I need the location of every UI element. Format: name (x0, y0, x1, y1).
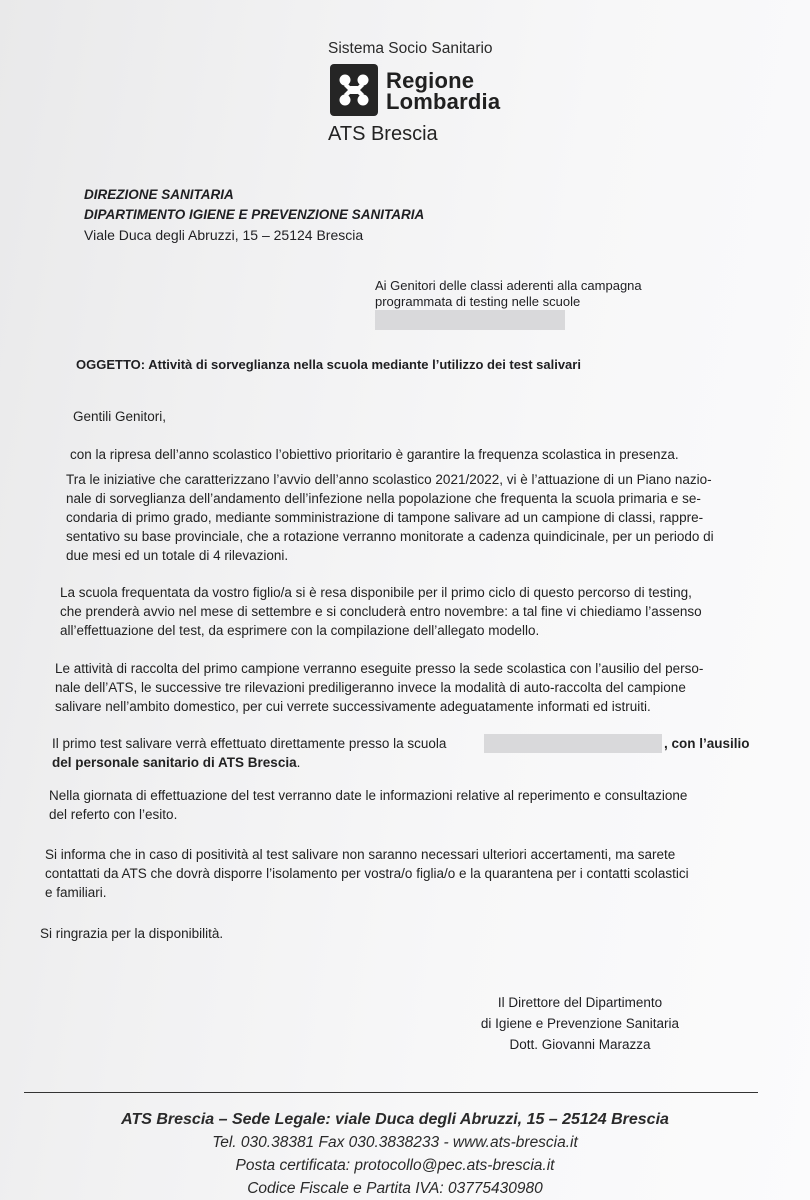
paragraph-6-line: del referto con l’esito. (49, 807, 178, 822)
signature-line-1: Il Direttore del Dipartimento (497, 995, 663, 1010)
footer-tax-code: Codice Fiscale e Partita IVA: 03775430980 (247, 1180, 543, 1197)
redacted-school-name (375, 310, 565, 330)
paragraph-6-line: Nella giornata di effettuazione del test verranno date le informazioni relative al reperimento e consultazione (49, 788, 688, 803)
recipient-block (375, 278, 642, 310)
paragraph-5-text: Il primo test salivare verrà effettuato direttamente presso la scuola (52, 736, 447, 751)
paragraph-3-line: all’effettuazione del test, da esprimere con la compilazione dell’allegato modello. (60, 623, 540, 638)
footer-divider (24, 1092, 758, 1093)
signature-line-2: di Igiene e Prevenzione Sanitaria (480, 1016, 680, 1031)
paragraph-8: Si ringrazia per la disponibilità. (40, 926, 224, 941)
paragraph-7-line: contattati da ATS che dovrà disporre l’isolamento per vostra/o figlia/o e la quarantena per i contatti scolastici (45, 866, 689, 881)
paragraph-2-line: Tra le iniziative che caratterizzano l’avvio dell’anno scolastico 2021/2022, vi è l’attuazione di un Piano nazio- (66, 472, 712, 487)
paragraph-7 (45, 845, 689, 902)
paragraph-5-bold-text: del personale sanitario di ATS Brescia (52, 755, 297, 770)
region-line-2: Lombardia (386, 89, 501, 114)
paragraph-3-line: che prenderà avvio nel mese di settembre e si concluderà entro novembre: a tal fine vi chiediamo l’assenso (60, 604, 702, 619)
recipient-line-2: programmata di testing nelle scuole (375, 294, 581, 309)
paragraph-5-ausilio: , con l’ausilio (664, 736, 750, 751)
paragraph-3 (60, 583, 702, 640)
greeting: Gentili Genitori, (73, 409, 167, 424)
paragraph-2-line: nale di sorveglianza dell’andamento dell’infezione nella popolazione che frequenta la scuola primaria e se- (66, 491, 701, 506)
paragraph-2 (66, 470, 714, 565)
department-address: Viale Duca degli Abruzzi, 15 – 25124 Brescia (84, 227, 364, 243)
regione-lombardia-logo-icon (330, 64, 378, 116)
paragraph-7-line: e familiari. (45, 885, 107, 900)
paragraph-2-line: sentativo su base provinciale, che a rotazione verranno monitorate a cadenza quindicinale, per un periodo di (66, 529, 714, 544)
footer-pec: Posta certificata: protocollo@pec.ats-brescia.it (235, 1157, 555, 1174)
department-line-1: DIREZIONE SANITARIA (84, 187, 234, 202)
paragraph-4 (55, 659, 703, 716)
ats-title: ATS Brescia (328, 123, 438, 145)
footer (90, 1108, 700, 1200)
paragraph-4-line: Le attività di raccolta del primo campione verranno eseguite presso la sede scolastica con l’ausilio del perso- (55, 661, 704, 676)
paragraph-7-line: Si informa che in caso di positività al test salivare non saranno necessari ulteriori accertamenti, ma sarete (45, 847, 676, 862)
footer-legal-seat: ATS Brescia – Sede Legale: viale Duca degli Abruzzi, 15 – 25124 Brescia (121, 1111, 669, 1128)
footer-contacts: Tel. 030.38381 Fax 030.3838233 - www.ats-brescia.it (212, 1134, 578, 1151)
department-line-2: DIPARTIMENTO IGIENE E PREVENZIONE SANITARIA (84, 207, 425, 222)
paragraph-2-line: condaria di primo grado, mediante somministrazione di tampone salivare ad un campione di classi, rappre- (66, 510, 704, 525)
region-line-1: Regione (386, 68, 475, 93)
region-name (386, 70, 500, 112)
signature-name: Dott. Giovanni Marazza (509, 1037, 651, 1052)
paragraph-2-line: due mesi ed un totale di 4 rilevazioni. (66, 548, 289, 563)
subject-line: OGGETTO: Attività di sorveglianza nella scuola mediante l’utilizzo dei test salivari (76, 357, 581, 372)
paragraph-4-line: nale dell’ATS, le successive tre rilevazioni prediligeranno invece la modalità di auto-raccolta del campione (55, 680, 686, 695)
paragraph-5 (52, 734, 752, 772)
paragraph-3-line: La scuola frequentata da vostro figlio/a si è resa disponibile per il primo ciclo di questo percorso di testing, (60, 585, 692, 600)
paragraph-4-line: salivare nell’ambito domestico, per cui verrete successivamente adeguatamente informati ed istruiti. (55, 699, 651, 714)
redacted-school-address (484, 734, 662, 753)
signature-block (470, 992, 690, 1055)
paragraph-5-period: . (296, 755, 301, 770)
header-system-label: Sistema Socio Sanitario (328, 40, 493, 57)
department-block (84, 185, 424, 245)
paragraph-1: con la ripresa dell’anno scolastico l’obiettivo prioritario è garantire la frequenza scolastica in presenza. (70, 447, 679, 462)
paragraph-6 (49, 786, 687, 824)
recipient-line-1: Ai Genitori delle classi aderenti alla campagna (375, 278, 642, 293)
